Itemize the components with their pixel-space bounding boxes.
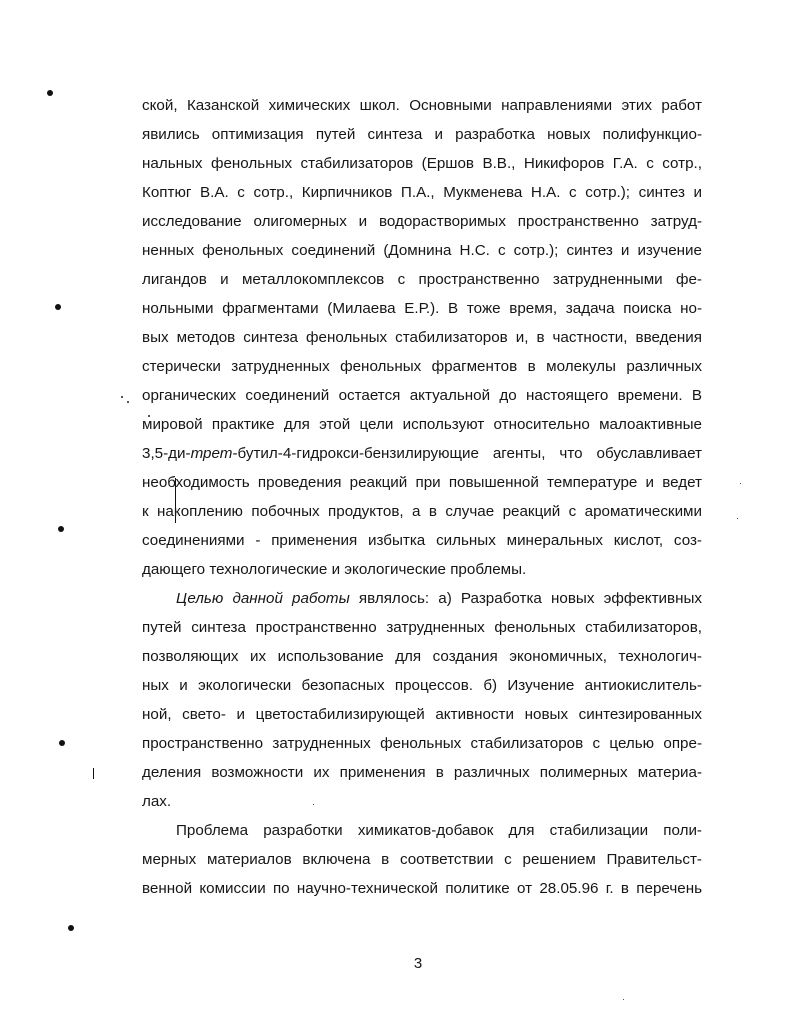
scan-dot (59, 740, 65, 746)
text-line: нольными фрагментами (Милаева Е.Р.). В тоже время, задача поиска но- (142, 300, 702, 317)
scan-speck (121, 396, 123, 398)
text-line: венной комиссии по научно-технической политике от 28.05.96 г. в перечень (142, 880, 702, 897)
text-line: Проблема разработки химикатов-добавок для стабилизации поли- (176, 822, 702, 839)
text-line: явились оптимизация путей синтеза и разработка новых полифункцио- (142, 126, 702, 143)
italic-heading-phrase: Целью данной работы (176, 590, 350, 607)
scan-dot (68, 925, 74, 931)
scan-speck (737, 518, 738, 519)
page-number: 3 (413, 955, 423, 972)
scan-dot (58, 526, 64, 532)
text-line: ской, Казанской химических школ. Основными направлениями этих работ (142, 97, 702, 114)
text-line: путей синтеза пространственно затрудненных фенольных стабилизаторов, (142, 619, 702, 636)
paragraph-3 (142, 816, 702, 903)
text-line: лах. (142, 793, 172, 810)
text-line: позволяющих их использование для создания экономичных, технологич- (142, 648, 702, 665)
text-run: -бутил-4-гидрокси-бензилирующие агенты, что обуславливает (232, 445, 702, 462)
text-line: мерных материалов включена в соответствии с решением Правительст- (142, 851, 702, 868)
scan-speck (623, 999, 624, 1000)
text-line: пространственно затрудненных фенольных стабилизаторов с целью опре- (142, 735, 702, 752)
text-line-with-italic (142, 584, 702, 613)
text-line: ненных фенольных соединений (Домнина Н.С. с сотр.); синтез и изучение (142, 242, 702, 259)
text-line: мировой практике для этой цели используют относительно малоактивные (142, 416, 702, 433)
text-line: Коптюг В.А. с сотр., Кирпичников П.А., Мукменева Н.А. с сотр.); синтез и (142, 184, 702, 201)
text-line: лигандов и металлокомплексов с пространственно затрудненными фе- (142, 271, 702, 288)
text-line: исследование олигомерных и водорастворимых пространственно затруд- (142, 213, 702, 230)
text-line: необходимость проведения реакций при повышенной температуре и ведет (142, 474, 702, 491)
scan-dot (47, 90, 53, 96)
text-line: органических соединений остается актуальной до настоящего времени. В (142, 387, 702, 404)
text-run: являлось: а) Разработка новых эффективных (349, 590, 702, 607)
text-line: соединениями - применения избытка сильных минеральных кислот, соз- (142, 532, 702, 549)
text-line: нальных фенольных стабилизаторов (Ершов В.В., Никифоров Г.А. с сотр., (142, 155, 702, 172)
text-line: вых методов синтеза фенольных стабилизаторов и, в частности, введения (142, 329, 702, 346)
text-line: ной, свето- и цветостабилизирующей активности новых синтезированных (142, 706, 702, 723)
scan-speck (740, 483, 741, 484)
scan-tick (93, 768, 94, 779)
text-line-with-italic (142, 439, 702, 468)
paragraph-2 (142, 584, 702, 816)
text-line: ных и экологически безопасных процессов. б) Изучение антиокислитель- (142, 677, 702, 694)
scan-dot (55, 304, 61, 310)
text-line: деления возможности их применения в различных полимерных материа- (142, 764, 702, 781)
text-line: стерически затрудненных фенольных фрагментов в молекулы различных (142, 358, 702, 375)
italic-term: трет (190, 445, 233, 462)
paragraph-1 (142, 91, 702, 584)
text-line: к накоплению побочных продуктов, а в случае реакций с ароматическими (142, 503, 702, 520)
scan-speck (127, 401, 129, 403)
text-line: дающего технологические и экологические проблемы. (142, 561, 527, 578)
text-run: 3,5-ди- (142, 445, 191, 462)
